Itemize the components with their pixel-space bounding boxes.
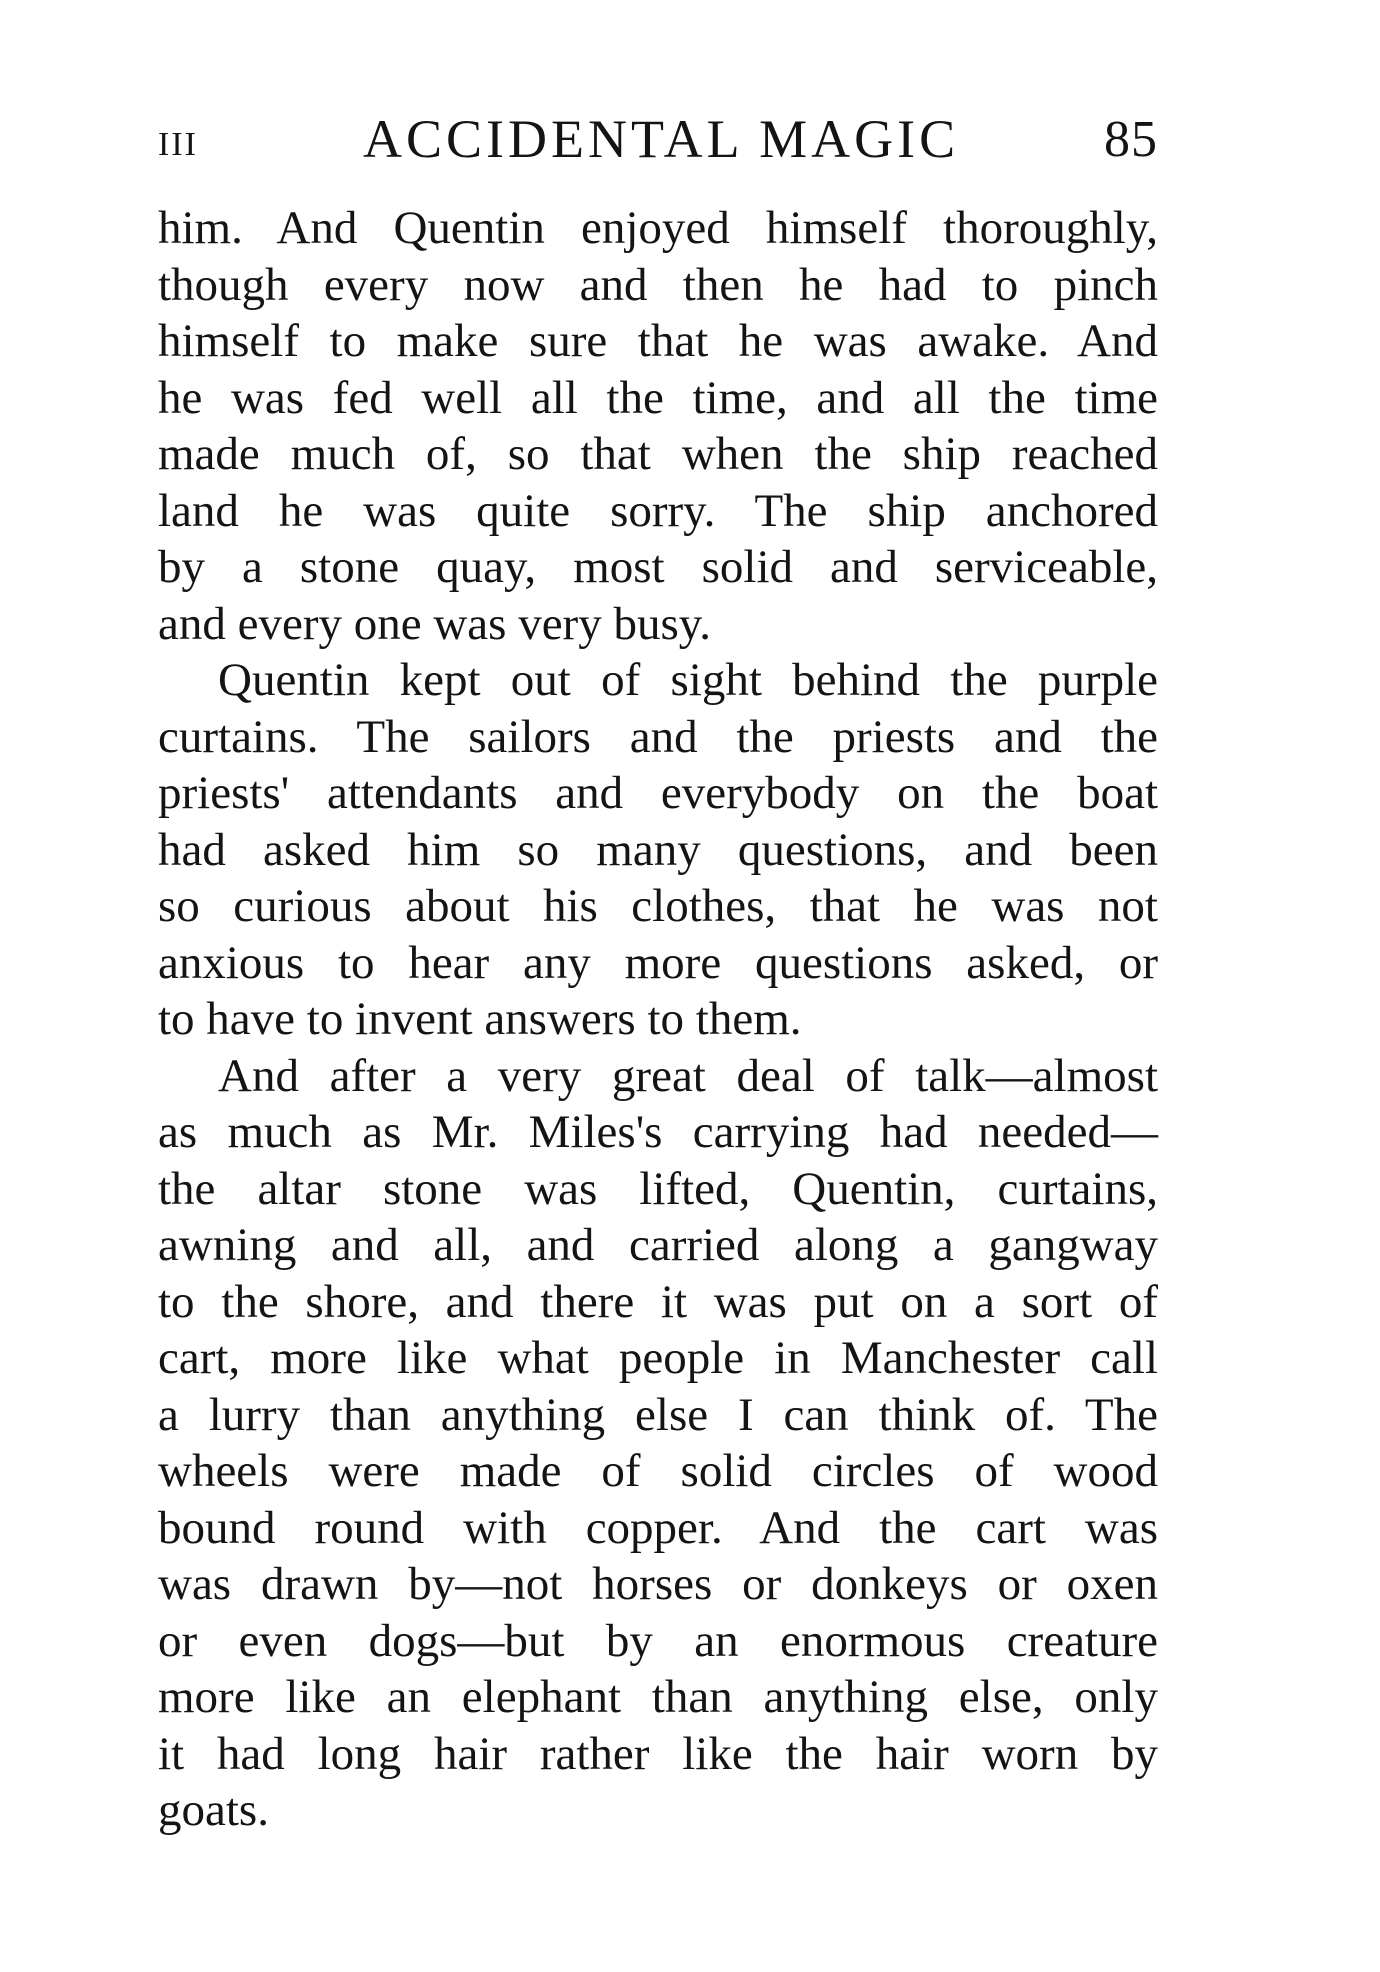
text-line: or even dogs—but by an enormous creature [158,1614,1158,1667]
text-line: wheels were made of solid circles of wood [158,1445,1158,1497]
text-line: him. And Quentin enjoyed himself thoroughly, [158,202,1158,254]
text-line: by a stone quay, most solid and serviceable, [158,541,1158,593]
text-line: more like an elephant than anything else, only [158,1671,1158,1723]
running-head-title: ACCIDENTAL MAGIC [363,109,960,169]
text-line: himself to make sure that he was awake. And [158,315,1158,367]
text-line: it had long hair rather like the hair worn by [158,1727,1158,1780]
chapter-number: III [158,126,198,163]
text-line: as much as Mr. Miles's carrying had needed— [158,1106,1158,1158]
text-line: had asked him so many questions, and been [158,823,1158,876]
paragraph-first-line: Quentin kept out of sight behind the purple [218,654,1158,706]
text-line: a lurry than anything else I can think of. The [158,1388,1158,1441]
text-line: so curious about his clothes, that he was not [158,880,1158,932]
text-line: goats. [158,1784,269,1836]
text-line: curtains. The sailors and the priests and the [158,710,1158,763]
text-line: he was fed well all the time, and all the time [158,371,1158,424]
paragraph-first-line: And after a very great deal of talk—almost [218,1049,1158,1102]
text-line: made much of, so that when the ship reached [158,428,1158,480]
text-line: was drawn by—not horses or donkeys or oxen [158,1558,1158,1610]
text-line: the altar stone was lifted, Quentin, curtains, [158,1162,1158,1215]
text-line: anxious to hear any more questions asked, or [158,936,1158,989]
body-text [158,200,1158,1839]
text-line: bound round with copper. And the cart was [158,1501,1158,1554]
running-header [158,108,1158,178]
page-number: 85 [1104,111,1158,168]
text-line: and every one was very busy. [158,597,711,650]
text-line: cart, more like what people in Manchester call [158,1332,1158,1384]
text-line: to have to invent answers to them. [158,993,802,1045]
text-line: to the shore, and there it was put on a sort of [158,1275,1158,1328]
text-line: though every now and then he had to pinch [158,258,1158,311]
text-line: priests' attendants and everybody on the boat [158,767,1158,819]
text-line: land he was quite sorry. The ship anchored [158,484,1158,537]
text-line: awning and all, and carried along a gangway [158,1219,1158,1271]
